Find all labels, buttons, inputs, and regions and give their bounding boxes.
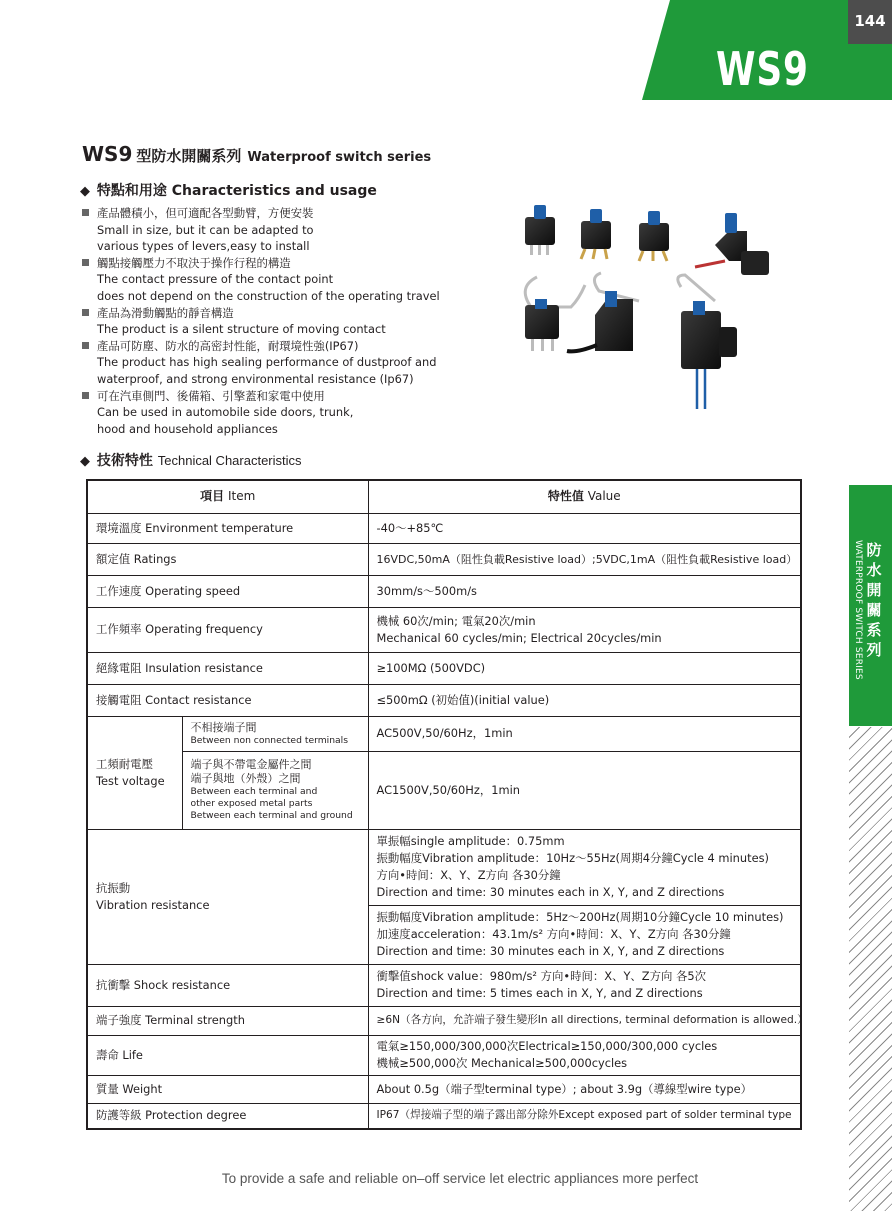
diamond-bullet-icon: ◆ (80, 454, 90, 469)
table-header-row (87, 480, 801, 513)
switch-photo-4 (695, 213, 769, 275)
value-line: 振動幅度Vibration amplitude：5Hz～200Hz(周期10分鐘Cycle 10 minutes) (376, 910, 784, 924)
list-item-line: 觸點接觸壓力不取決于操作行程的構造 (97, 255, 291, 270)
square-bullet-icon (82, 209, 89, 216)
title-en: Waterproof switch series (247, 150, 432, 165)
table-row (87, 1103, 801, 1129)
technical-heading-en: Technical Characteristics (157, 453, 302, 468)
value-line: 電氣≥150,000/300,000次Electrical≥150,000/300,000 cycles (376, 1039, 718, 1053)
side-tab-char: 系 (866, 621, 882, 639)
sub-label-en: Between each terminal and ground (190, 810, 353, 821)
row-value: 30mm/s～500m/s (368, 575, 801, 607)
header-item-en: Item (228, 489, 256, 504)
row-value: ≤500mΩ (初始值)(initial value) (368, 684, 801, 716)
list-item (80, 205, 460, 255)
list-item-line: The product has high sealing performance of dustproof and (97, 355, 437, 370)
switch-photo-5 (525, 277, 585, 351)
side-hatch-pattern (849, 727, 892, 1211)
value-line: 方向•時间：X、Y、Z方向 各30分鐘 (376, 868, 561, 882)
sub-label-en: Between each terminal and (190, 786, 318, 797)
table-row (87, 1035, 801, 1075)
list-item-line: The contact pressure of the contact point (97, 272, 334, 287)
header-value-cn: 特性值 (547, 489, 584, 504)
label-line: 抗振動 (96, 880, 131, 895)
row-label: 絕緣電阻 Insulation resistance (87, 652, 368, 684)
value-line: Direction and time: 5 times each in X, Y, and Z directions (376, 986, 703, 1000)
title-model: WS9 (82, 142, 133, 166)
header-item-cn: 項目 (200, 489, 225, 504)
test-voltage-label (87, 716, 182, 829)
technical-heading (80, 450, 302, 470)
side-tab-char: 關 (866, 601, 882, 619)
table-row (87, 1006, 801, 1035)
sub-label-cn: 端子與地（外殼）之間 (190, 772, 301, 785)
characteristics-list (80, 205, 460, 437)
row-value (368, 607, 801, 652)
row-value: IP67（焊接端子型的端子露出部分除外Except exposed part of solder terminal type (368, 1103, 801, 1129)
sub-label-en: Between non connected terminals (190, 734, 349, 746)
row-value: ≥6N（各方向，允許端子發生變形In all directions, terminal deformation is allowed.） (368, 1006, 801, 1035)
row-label: 抗衝擊 Shock resistance (87, 964, 368, 1006)
table-row (87, 751, 801, 829)
characteristics-heading (80, 180, 377, 200)
list-item-line: 產品可防塵、防水的高密封性能，耐環境性強(IP67) (97, 338, 359, 353)
square-bullet-icon (82, 309, 89, 316)
side-tab-char: 列 (866, 641, 882, 659)
list-item-line: waterproof, and strong environmental resistance (Ip67) (97, 371, 414, 386)
value-line: 衝擊值shock value：980m/s² 方向•時间：X、Y、Z方向 各5次 (376, 969, 707, 983)
list-item-line: 產品為滑動觸點的靜音構造 (97, 305, 234, 320)
test-voltage-sub1 (182, 716, 368, 751)
row-label: 額定值 Ratings (87, 543, 368, 575)
table-row (87, 607, 801, 652)
row-value (368, 964, 801, 1006)
row-label: 工作速度 Operating speed (87, 575, 368, 607)
row-label: 壽命 Life (87, 1035, 368, 1075)
spec-table (86, 479, 808, 1130)
side-tab-en: WATERPROOF SWITCH SERIES (853, 540, 863, 680)
table-row (87, 684, 801, 716)
list-item-line: Can be used in automobile side doors, trunk, (97, 405, 354, 420)
footer-slogan: To provide a safe and reliable on–off service let electric appliances more perfect (221, 1171, 699, 1186)
list-item-line: The product is a silent structure of moving contact (97, 322, 386, 337)
list-item-line: Small in size, but it can be adapted to (97, 222, 314, 237)
row-label: 端子強度 Terminal strength (87, 1006, 368, 1035)
technical-heading-cn: 技術特性 (96, 453, 153, 469)
table-row (87, 716, 801, 751)
label-line: Test voltage (96, 773, 165, 788)
side-tab-char: 防 (866, 541, 882, 559)
list-item-line: does not depend on the construction of the operating travel (97, 288, 440, 303)
side-tab-char: 開 (866, 581, 882, 599)
row-label: 防護等級 Protection degree (87, 1103, 368, 1129)
value-line: 振動幅度Vibration amplitude：10Hz～55Hz(周期4分鐘Cycle 4 minutes) (376, 851, 769, 865)
table-row (87, 1075, 801, 1103)
row-value (368, 829, 801, 905)
row-label: 工作頻率 Operating frequency (87, 607, 368, 652)
list-item (80, 255, 460, 305)
table-row (87, 543, 801, 575)
header-item (87, 480, 368, 513)
switch-photo-7 (678, 275, 737, 409)
row-value: ≥100MΩ (500VDC) (368, 652, 801, 684)
label-line: 工頻耐電壓 (96, 756, 153, 771)
side-tab-cn (864, 540, 884, 660)
header-value-en: Value (587, 489, 621, 504)
sub-label-cn: 不相接端子間 (190, 720, 257, 734)
square-bullet-icon (82, 392, 89, 399)
product-photos (505, 195, 785, 410)
switch-photo-6 (567, 273, 639, 351)
table-row (87, 829, 801, 905)
value-line: 機械 60次/min; 電氣20次/min (376, 613, 536, 628)
value-line: 加速度acceleration：43.1m/s² 方向•時间：X、Y、Z方向 各30分鐘 (376, 927, 731, 941)
square-bullet-icon (82, 259, 89, 266)
characteristics-heading-cn: 特點和用途 (96, 183, 167, 199)
switch-photo-3 (639, 211, 669, 261)
table-row (87, 575, 801, 607)
row-value: -40～+85℃ (368, 513, 801, 543)
value-line: 機械≥500,000次 Mechanical≥500,000cycles (376, 1056, 628, 1070)
sub-label-cn: 端子與不帶電金屬件之間 (190, 758, 312, 771)
banner-model-title: WS9 (716, 42, 809, 96)
row-label: 環境溫度 Environment temperature (87, 513, 368, 543)
row-value: About 0.5g（端子型terminal type）; about 3.9g（導線型wire type） (368, 1075, 801, 1103)
test-voltage-sub2 (182, 751, 368, 829)
value-line: Mechanical 60 cycles/min; Electrical 20cycles/min (376, 630, 662, 645)
value-line: Direction and time: 30 minutes each in X, Y, and Z directions (376, 944, 725, 958)
title-cn: 型防水開關系列 (136, 147, 242, 165)
value-line: Direction and time: 30 minutes each in X, Y, and Z directions (376, 885, 725, 899)
table-row (87, 513, 801, 543)
list-item-line: hood and household appliances (97, 421, 278, 436)
list-item-line: various types of levers,easy to install (97, 239, 310, 254)
value-line: 單振幅single amplitude：0.75mm (376, 834, 565, 848)
list-item (80, 388, 460, 438)
side-tab-char: 水 (866, 561, 882, 579)
switch-photo-2 (581, 209, 611, 259)
row-value (368, 1035, 801, 1075)
row-value: 16VDC,50mA（阻性負載Resistive load）;5VDC,1mA（阻性負載Resistive load） (368, 543, 801, 575)
list-item (80, 305, 460, 338)
table-row (87, 964, 801, 1006)
switch-photo-1 (525, 205, 555, 255)
diamond-bullet-icon: ◆ (80, 184, 90, 199)
vibration-label (87, 829, 368, 964)
list-item-line: 產品體積小，但可適配各型動臂，方便安裝 (97, 206, 314, 220)
sub-label-en: other exposed metal parts (190, 798, 313, 809)
header-value (368, 480, 801, 513)
row-label: 接觸電阻 Contact resistance (87, 684, 368, 716)
characteristics-heading-en: Characteristics and usage (171, 183, 377, 199)
page-number: 144 (854, 12, 886, 30)
page-title (82, 142, 431, 166)
square-bullet-icon (82, 342, 89, 349)
row-value (368, 905, 801, 964)
list-item-line: 可在汽車側門、後備箱、引擎蓋和家電中使用 (97, 388, 325, 403)
table-row (87, 652, 801, 684)
label-line: Vibration resistance (96, 897, 210, 912)
row-value: AC1500V,50/60Hz，1min (368, 751, 801, 829)
row-label: 質量 Weight (87, 1075, 368, 1103)
list-item (80, 338, 460, 388)
row-value: AC500V,50/60Hz，1min (368, 716, 801, 751)
